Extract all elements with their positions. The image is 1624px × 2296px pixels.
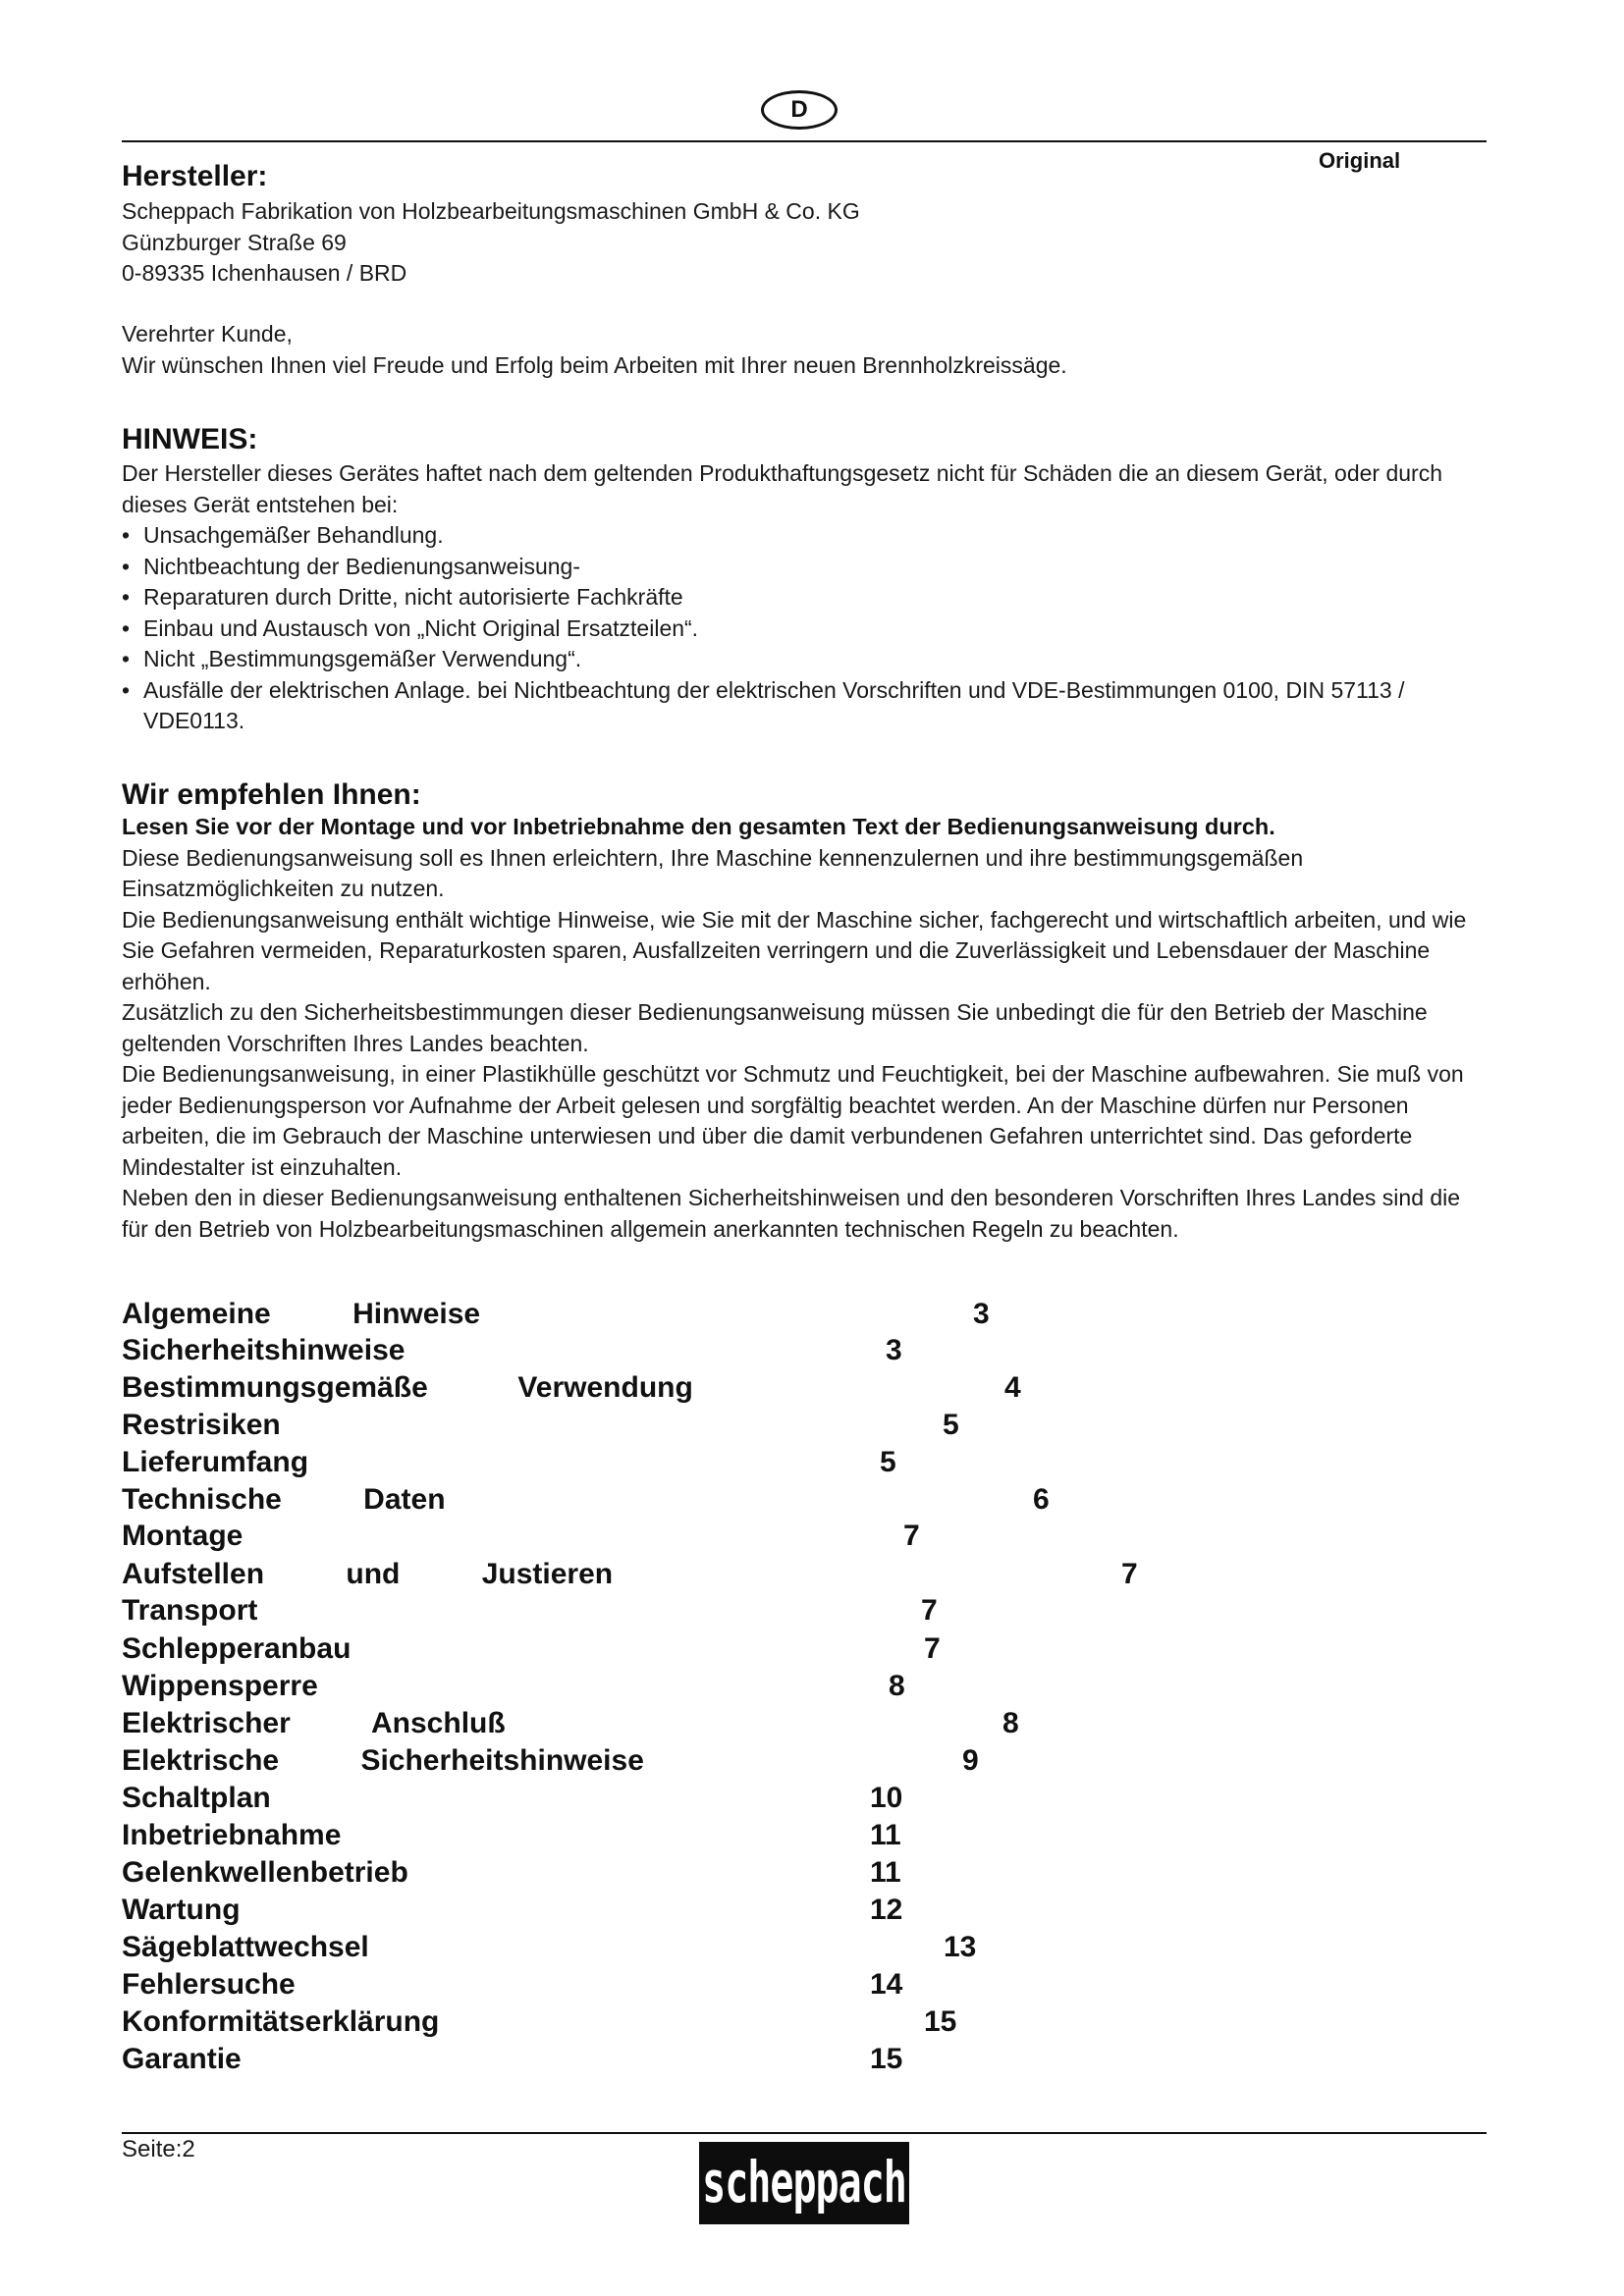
toc-page: 14: [870, 1968, 903, 2001]
recommend-body: [122, 812, 1491, 1245]
footer-rule: [122, 2132, 1487, 2134]
notice-heading: HINWEIS:: [122, 423, 258, 455]
toc-label: Inbetriebnahme: [122, 1819, 342, 1851]
toc-label: Wartung: [122, 1894, 241, 1926]
list-item: • Unsachgemäßer Behandlung.: [122, 520, 1491, 552]
toc-label: Transport: [122, 1594, 258, 1627]
toc-label: Lieferumfang: [122, 1446, 309, 1478]
toc-label: Aufstellen und Justieren: [122, 1558, 614, 1590]
toc-page: 5: [943, 1409, 959, 1441]
greeting: [122, 319, 1536, 381]
toc-label: Fehlersuche: [122, 1968, 296, 2001]
recommend-paragraph: Die Bedienungsanweisung enthält wichtige Hinweise, wie Sie mit der Maschine sicher, fachgerecht und wirtschaftlich arbeiten, und wie Sie Gefahren vermeiden, Reparaturkosten sparen, Ausfallzeiten verringern und die Zuverlässigkeit und Lebensdauer der Maschine erhöhen.: [122, 906, 1467, 994]
recommend-bold-line: Lesen Sie vor der Montage und vor Inbetriebnahme den gesamten Text der Bedienungsanweisung durch.: [122, 814, 1275, 839]
list-item: • Reparaturen durch Dritte, nicht autorisierte Fachkräfte: [122, 582, 1491, 614]
toc-page: 12: [870, 1894, 903, 1926]
toc-label: Gelenkwellenbetrieb: [122, 1856, 408, 1889]
manufacturer-line: 0-89335 Ichenhausen / BRD: [122, 260, 407, 286]
toc-page: 11: [870, 1856, 901, 1889]
recommend-paragraph: Diese Bedienungsanweisung soll es Ihnen erleichtern, Ihre Maschine kennenzulernen und ihre bestimmungsgemäßen Einsatzmöglichkeiten zu nutzen.: [122, 844, 1304, 901]
manufacturer-line: Scheppach Fabrikation von Holzbearbeitungsmaschinen GmbH & Co. KG: [122, 198, 860, 224]
scheppach-logo: [699, 2142, 909, 2224]
salutation: Verehrter Kunde,: [122, 321, 293, 347]
toc-label: Elektrische Sicherheitshinweise: [122, 1744, 644, 1777]
recommend-heading: Wir empfehlen Ihnen:: [122, 778, 421, 811]
toc-page: 8: [1002, 1707, 1019, 1739]
header-rule: [122, 140, 1487, 142]
original-label: Original: [1319, 148, 1401, 173]
manufacturer-heading: Hersteller:: [122, 160, 268, 192]
toc-page: 7: [921, 1594, 938, 1627]
logo-text: scheppach: [702, 2150, 906, 2216]
toc-page: 5: [880, 1446, 896, 1478]
toc-label: Restrisiken: [122, 1409, 281, 1441]
recommend-paragraph: Die Bedienungsanweisung, in einer Plastikhülle geschützt vor Schmutz und Feuchtigkeit, bei der Maschine aufbewahren. Sie muß von jeder Bedienungsperson vor Aufnahme der Arbeit gelesen und sorgfältig beachtet werden. An der Maschine dürfen nur Personen arbeiten, die im Gebrauch der Maschine unterwiesen und über die damit verbundenen Gefahren unterrichtet sind. Das geforderte Mindestalter ist einzuhalten.: [122, 1061, 1464, 1180]
toc-page: 8: [889, 1670, 905, 1702]
recommend-paragraph: Zusätzlich zu den Sicherheitsbestimmungen dieser Bedienungsanweisung müssen Sie unbedingt die für den Betrieb der Maschine geltenden Vorschriften Ihres Landes beachten.: [122, 999, 1428, 1056]
greeting-text: Wir wünschen Ihnen viel Freude und Erfolg beim Arbeiten mit Ihrer neuen Brennholzkreissäge.: [122, 351, 1067, 378]
toc-label: Garantie: [122, 2043, 242, 2075]
toc-page: 9: [962, 1744, 979, 1777]
toc-page: 15: [870, 2043, 903, 2075]
toc-page: 3: [886, 1334, 902, 1366]
notice-intro: Der Hersteller dieses Gerätes haftet nach dem geltenden Produkthaftungsgesetz nicht für Schäden die an diesem Gerät, oder durch dieses Gerät entstehen bei:: [122, 460, 1442, 517]
toc-page: 7: [924, 1632, 941, 1665]
list-item: • Nicht „Bestimmungsgemäßer Verwendung“.: [122, 644, 1491, 675]
toc-label: Wippensperre: [122, 1670, 318, 1702]
notice-body: [122, 458, 1491, 737]
list-item: • Ausfälle der elektrischen Anlage. bei Nichtbeachtung der elektrischen Vorschriften und VDE-Bestimmungen 0100, DIN 57113 / VDE0113.: [122, 675, 1489, 737]
recommend-paragraph: Neben den in dieser Bedienungsanweisung enthaltenen Sicherheitshinweisen und den besonderen Vorschriften Ihres Landes sind die für den Betrieb von Holzbearbeitungsmaschinen allgemein anerkannten technischen Regeln zu beachten.: [122, 1185, 1461, 1242]
toc-label: Schlepperanbau: [122, 1632, 352, 1665]
toc-page: 6: [1033, 1483, 1050, 1516]
toc-page: 7: [1121, 1558, 1138, 1590]
toc-label: Schaltplan: [122, 1782, 271, 1814]
toc-label: Elektrischer Anschluß: [122, 1707, 506, 1739]
toc-page: 10: [870, 1782, 903, 1814]
toc-label: Sicherheitshinweise: [122, 1334, 406, 1366]
toc-page: 3: [973, 1298, 990, 1330]
manufacturer-address: [122, 196, 1536, 290]
toc-label: Bestimmungsgemäße Verwendung: [122, 1371, 693, 1404]
toc-label: Technische Daten: [122, 1483, 446, 1516]
list-item: • Nichtbeachtung der Bedienungsanweisung-: [122, 552, 1491, 583]
toc-page: 13: [944, 1931, 977, 1963]
toc-label: Konformitätserklärung: [122, 2005, 440, 2038]
page-number: Seite:2: [122, 2136, 195, 2163]
notice-list: [122, 520, 1491, 737]
toc-label: Algemeine Hinweise: [122, 1298, 481, 1330]
toc-page: 11: [870, 1819, 901, 1851]
language-badge: D: [761, 90, 838, 130]
toc-page: 7: [903, 1520, 920, 1552]
toc-page: 4: [1004, 1371, 1021, 1404]
list-item: • Einbau und Austausch von „Nicht Original Ersatzteilen“.: [122, 614, 1491, 645]
toc-label: Montage: [122, 1520, 244, 1552]
manufacturer-line: Günzburger Straße 69: [122, 229, 347, 255]
toc-page: 15: [924, 2005, 957, 2038]
toc-label: Sägeblattwechsel: [122, 1931, 369, 1963]
